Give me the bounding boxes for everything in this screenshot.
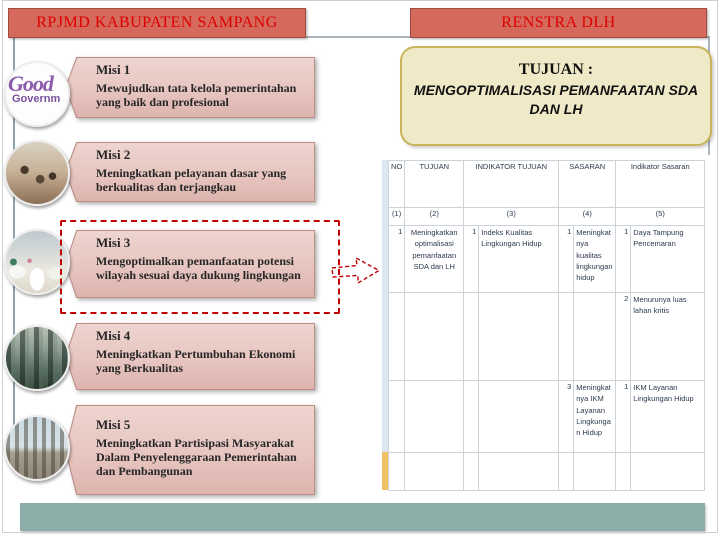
col-index: (2) — [405, 208, 464, 226]
table-cell-empty — [574, 453, 616, 491]
good-governance-logo-text: Good — [8, 71, 53, 96]
table-cell-empty — [574, 293, 616, 381]
col-header-indikator-sasaran: Indikator Sasaran — [616, 161, 705, 208]
cell-no: 1 — [389, 226, 405, 293]
col-header-sasaran: SASARAN — [559, 161, 616, 208]
good-governance-logo-subtext: Governm — [12, 93, 61, 105]
cell-indikator-sasaran-num: 1 — [616, 226, 631, 293]
tujuan-sasaran-table — [388, 160, 705, 491]
cell-sasaran-num: 1 — [559, 226, 574, 293]
dashed-arrow-right-icon — [330, 250, 382, 294]
misi-3-highlight-dashed-rect — [60, 220, 340, 314]
cell-indikator-sasaran: Daya Tampung Pencemaran — [631, 226, 705, 293]
table-cell-empty — [389, 453, 405, 491]
table-cell-empty — [479, 293, 559, 381]
col-header-indikator-tujuan: INDIKATOR TUJUAN — [464, 161, 559, 208]
misi-4-title: Misi 4 — [96, 328, 131, 343]
table-cell-empty — [479, 381, 559, 453]
tujuan-title: TUJUAN : — [518, 61, 594, 78]
table-cell-empty — [405, 453, 464, 491]
renstra-header: RENSTRA DLH — [410, 8, 707, 38]
city-skyline-photo — [4, 325, 70, 391]
table-cell-empty — [405, 381, 464, 453]
cell-indikator-sasaran: Menurunya luas lahan kritis — [631, 293, 705, 381]
good-governance-logo — [4, 61, 70, 127]
misi-3-text: Mengoptimalkan pemanfaatan potensi wilayah sesuai daya dukung lingkungan — [96, 254, 301, 283]
tujuan-callout-box — [400, 46, 712, 146]
table-cell-empty — [464, 293, 479, 381]
misi-4-box — [65, 323, 315, 390]
table-cell-empty — [405, 293, 464, 381]
misi-5-title: Misi 5 — [96, 417, 131, 432]
col-header-tujuan: TUJUAN — [405, 161, 464, 208]
col-header-no: NO — [389, 161, 405, 208]
col-index: (5) — [616, 208, 705, 226]
table-header-row — [389, 161, 705, 208]
table-cell-empty — [464, 453, 479, 491]
table-cell-empty — [559, 293, 574, 381]
col-index: (4) — [559, 208, 616, 226]
misi-3-title: Misi 3 — [96, 235, 131, 250]
table-cell-empty — [389, 381, 405, 453]
footer-bar — [20, 503, 705, 531]
table-index-row — [389, 208, 705, 226]
misi-5-text: Meningkatkan Partisipasi Masyarakat Dalam Penyelenggaraan Pemerintahan dan Pembangunan — [96, 436, 297, 479]
misi-2-text: Meningkatkan pelayanan dasar yang berkualitas dan terjangkau — [96, 166, 287, 195]
col-index: (3) — [464, 208, 559, 226]
col-index: (1) — [389, 208, 405, 226]
cell-sasaran: Meningkatnya IKM Layanan Lingkungan Hidup — [574, 381, 616, 453]
misi-1-box — [65, 57, 315, 118]
classroom-photo — [4, 140, 70, 206]
table-cell-empty — [559, 453, 574, 491]
table-cell-empty — [616, 453, 631, 491]
renstra-table — [382, 155, 712, 495]
misi-2-title: Misi 2 — [96, 147, 131, 162]
misi-1-text: Mewujudkan tata kelola pemerintahan yang baik dan profesional — [96, 81, 297, 110]
table-cell-empty — [464, 381, 479, 453]
rpjmd-header: RPJMD KABUPATEN SAMPANG — [8, 8, 306, 38]
table-row — [389, 453, 705, 491]
misi-4-text: Meningkatkan Pertumbuhan Ekonomi yang Berkualitas — [96, 347, 296, 376]
cell-sasaran: Meningkatnya kualitas lingkungan hidup — [574, 226, 616, 293]
cell-tujuan: Meningkatkan optimalisasi pemanfaatan SDA dan LH — [405, 226, 464, 293]
cell-sasaran-num: 3 — [559, 381, 574, 453]
table-cell-empty — [631, 453, 705, 491]
table-row — [389, 226, 705, 293]
table-row — [389, 381, 705, 453]
misi-5-box — [65, 405, 315, 495]
cityscape-photo — [4, 415, 70, 481]
cell-indikator-sasaran: IKM Layanan Lingkungan Hidup — [631, 381, 705, 453]
cell-indikator-sasaran-num: 2 — [616, 293, 631, 381]
misi-1-title: Misi 1 — [96, 62, 131, 77]
table-row — [389, 293, 705, 381]
cell-indikator-tujuan: Indeks Kualitas Lingkungan Hidup — [479, 226, 559, 293]
cell-indikator-tujuan-num: 1 — [464, 226, 479, 293]
tujuan-body: MENGOPTIMALISASI PEMANFAATAN SDA DAN LH — [413, 82, 699, 117]
table-cell-empty — [479, 453, 559, 491]
table-cell-empty — [389, 293, 405, 381]
cell-indikator-sasaran-num: 1 — [616, 381, 631, 453]
misi-2-box — [65, 142, 315, 202]
